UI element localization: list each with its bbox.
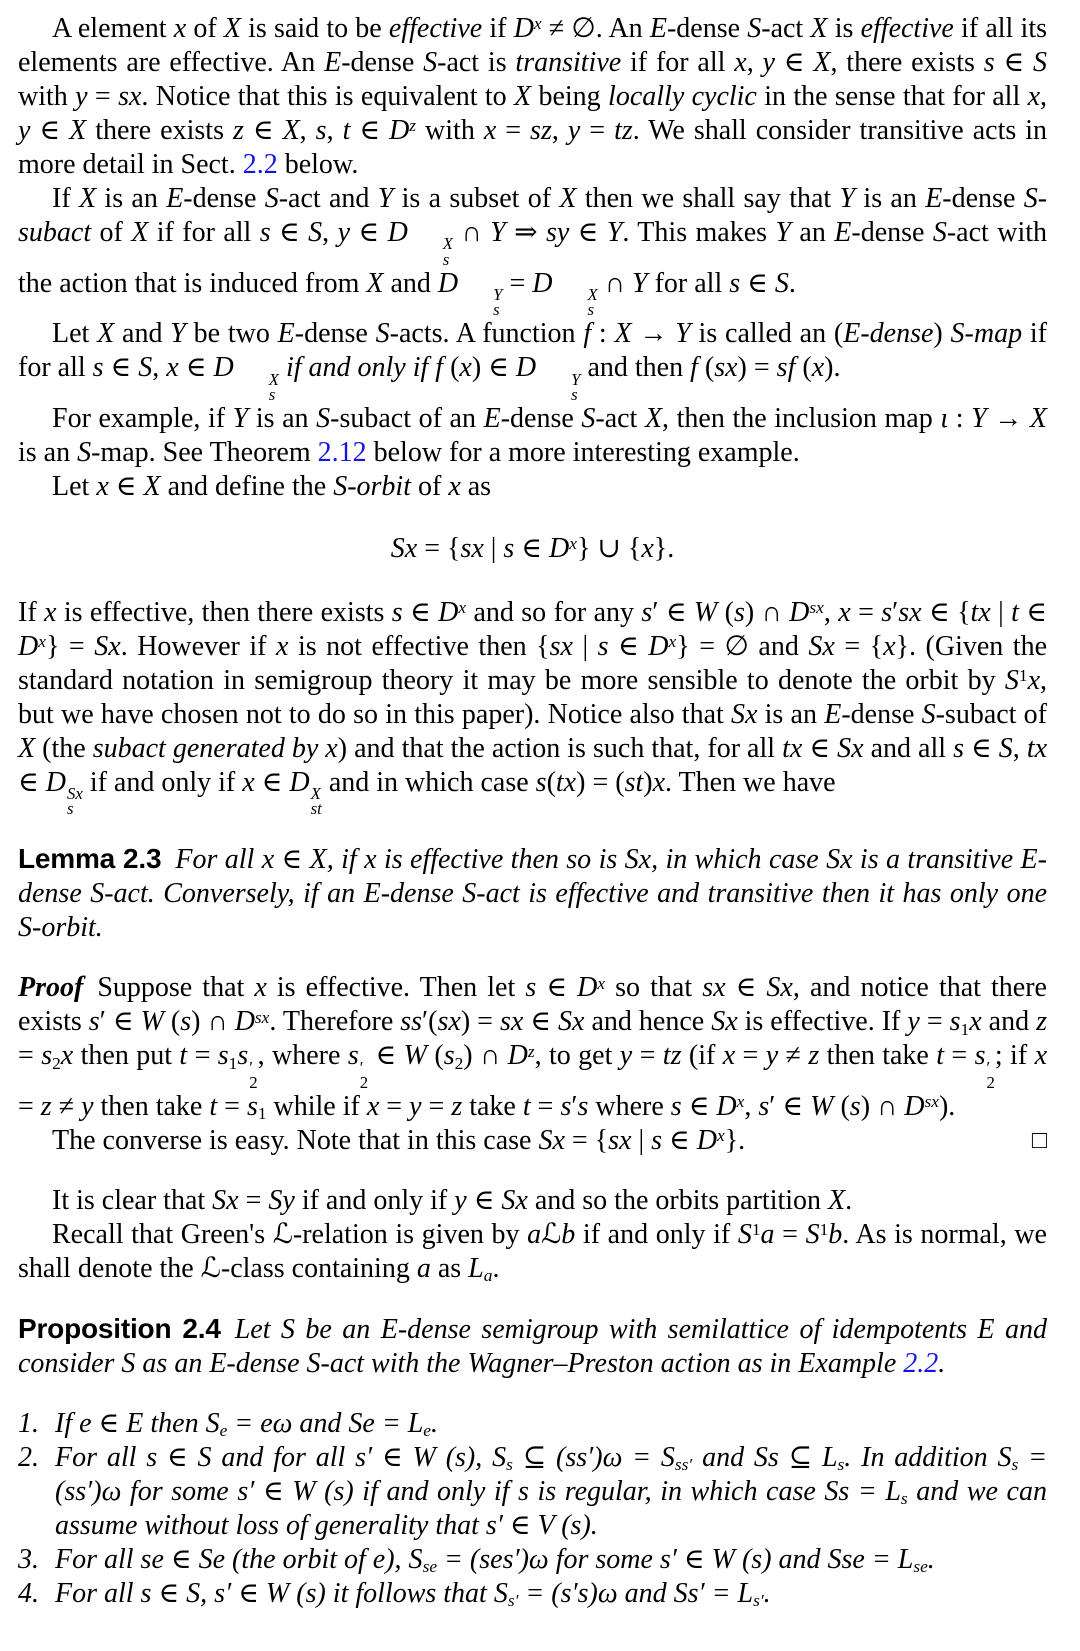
orbit-display-equation: Sx = {sx | s ∈ $D^x$} ∪ {x}. <box>390 532 675 564</box>
list-item-1-text: If e ∈ E then $S_e = e\omega$ and $Se = L_e$. <box>55 1408 439 1441</box>
paragraph-smap: Let X and Y be two E-dense S-acts. A function f : X → Y is called an (E-dense) S-map if for all s ∈ S, x ∈ D X s if and only if f (x) ∈ D Y s and then f (sx) = sf (x). <box>18 318 1048 404</box>
list-item-3 <box>18 1543 1047 1577</box>
link-theorem-2-12[interactable]: 2.12 <box>317 436 367 468</box>
proposition-statement: Let S be an E-dense semigroup with semilattice of idempotents E and consider S as an E-dense S-act with the Wagner–Preston action as in Example 2.2. <box>18 1314 1047 1380</box>
list-item-4-text: For all s ∈ S, s′ ∈ W (s) it follows that $S_{s'} = (s's)\omega$ and $Ss' = L_{s'}$. <box>55 1578 771 1611</box>
proof-label: Proof <box>18 972 84 1004</box>
link-sect-2-2[interactable]: 2.2 <box>242 149 278 180</box>
proposition-label: Proposition 2.4 <box>18 1313 221 1345</box>
list-item-2 <box>18 1441 1047 1543</box>
list-item-3-number: 3. <box>18 1544 39 1576</box>
list-item-4-number: 4. <box>18 1578 39 1610</box>
proof-conclusion-text: The converse is easy. Note that in this case Sx = {sx | s ∈ $D^x$}. <box>52 1125 746 1157</box>
proposition-list <box>18 1407 1047 1611</box>
paragraph-green-relation: Recall that Green's ℒ-relation is given by aℒb if and only if $S^1a = S^1b$. As is normal, we shall denote the ℒ-class containing a as $L_a$. <box>18 1219 1047 1286</box>
lemma-statement: For all x ∈ X, if x is effective then so is Sx, in which case Sx is a transitive E-dense S-act. Conversely, if an E-dense S-act is effective and transitive then it has only one S-orbit. <box>18 844 1047 944</box>
paragraph-orbits-partition: It is clear that Sx = Sy if and only if y ∈ Sx and so the orbits partition X. <box>52 1185 853 1217</box>
list-item-4 <box>18 1577 1047 1611</box>
proposition-2-4 <box>18 1312 1047 1381</box>
lemma-2-3 <box>18 842 1047 945</box>
proof-block <box>18 971 1047 1124</box>
paragraph-orbit-properties: If x is effective, then there exists s ∈ $D^x$ and so for any s′ ∈ W (s) ∩ $D^{sx}$, x = s′sx ∈ {tx | t ∈ $D^x\} = Sx$. However if x is not effective then {sx | s ∈ $D^x$} = ∅ and Sx = {x}. (Given the standard notation in semigroup theory it may be more sensible to denote the orbit by $S^1x$, but we have chosen not to do so in this paper). Notice also that Sx is an E-dense S-subact of X (the subact generated by x) and that the action is such that, for all tx ∈ Sx and all s ∈ S, tx ∈ D Sx s if and only if x ∈ D X st and in which case s(tx) = (st)x. Then we have <box>18 596 1048 819</box>
paragraph-effective-transitive: A element x of X is said to be effective if $D^x$ ≠ ∅. An E-dense S-act X is effective if all its elements are effective. An E-dense S-act is transitive if for all x, y ∈ X, there exists s ∈ S with y = sx. Notice that this is equivalent to X being locally cyclic in the sense that for all x, y ∈ X there exists z ∈ X, s, t ∈ $D^z$ with x = sz, y = tz. We shall consider transitive acts in more detail in Sect. 2.2 below. <box>18 13 1048 180</box>
paragraph-orbit-intro: Let x ∈ X and define the S-orbit of x as <box>52 470 492 502</box>
qed-symbol: □ <box>1031 1127 1047 1155</box>
link-example-2-2[interactable]: 2.2 <box>903 1348 939 1380</box>
list-item-2-text: For all s ∈ S and for all s′ ∈ W (s), $S_s$ ⊆ $(ss')\omega = S_{ss'}$ and Ss ⊆ $L_s$. In addition $S_s = (ss')\omega$ for some s′ ∈ W (s) if and only if s is regular, in which case $Ss = L_s$ and we can assume without loss of generality that s′ ∈ V (s). <box>55 1442 1047 1542</box>
list-item-1-number: 1. <box>18 1408 39 1440</box>
proof-body: Suppose that x is effective. Then let s ∈ $D^x$ so that sx ∈ Sx, and notice that there exists s′ ∈ W (s) ∩ $D^{sx}$. Therefore ss′(sx) = sx ∈ Sx and hence Sx is effective. If $y = s_1x$ and $z = s_2x$ then put $t = s_1s$ ′ 2 , where s ′ 2 ∈ W $(s_2)$ ∩ $D^z$, to get y = tz (if x = y ≠ z then take t = s ′ 2 ; if x = z ≠ y then take $t = s_1$ while if x = y = z take t = s′s where s ∈ $D^x$, s′ ∈ W (s) ∩ $D^{sx}$). <box>18 972 1047 1124</box>
paragraph-subact: If X is an E-dense S-act and Y is a subset of X then we shall say that Y is an E-dense S-subact of X if for all s ∈ S, y ∈ D X s ∩ Y ⇒ sy ∈ Y. This makes Y an E-dense S-act with the action that is induced from X and D Y s = D X s ∩ Y for all s ∈ S. <box>18 183 1048 320</box>
list-item-1 <box>18 1407 1047 1441</box>
paragraph-inclusion-example: For example, if Y is an S-subact of an E-dense S-act X, then the inclusion map ι : Y → X is an S-map. See Theorem 2.12 below for a more interesting example. <box>18 402 1048 468</box>
proof-conclusion <box>18 1124 1047 1158</box>
list-item-2-number: 2. <box>18 1442 39 1474</box>
list-item-3-text: For all se ∈ Se (the orbit of e), $S_{se} = (ses')\omega$ for some s′ ∈ W (s) and Sse = $L_{se}$. <box>55 1544 935 1577</box>
lemma-label: Lemma 2.3 <box>18 843 162 875</box>
